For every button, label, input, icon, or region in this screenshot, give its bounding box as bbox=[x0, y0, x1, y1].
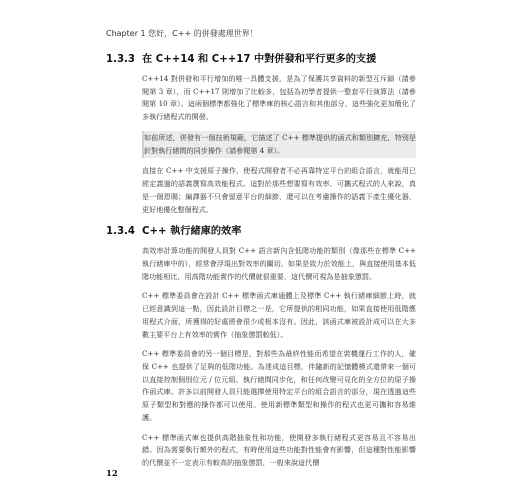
body-paragraph: 高效率計算功能的開發人員對 C++ 語言新內含低階功能的類別（像那些在標準 C++ 執行緒庫中的），經常會浮現出對效率的關切。如果是致力於效能上，與直接使用基本低階功能相比，用高階功能實作的代價就很重要，這代價可視為是抽象懲罰。 bbox=[142, 246, 416, 281]
body-paragraph: C++ 標準委員會在設計 C++ 標準函式庫通體上及標準 C++ 執行緒庫細節上時，就已經意識到這一點，因此設計目標之一是，它所提供的相同功能，如果直接使用低階應用程式介面，所獲得的好處將會很少或根本沒有。因此，該函式庫被設計成可以在大多數主要平台上有效率的實作（抽象懲罰較低）。 bbox=[142, 291, 416, 339]
body-paragraph: C++ 標準委員會的另一個目標是，對那些為最終性能而希望在裝機運行工作的人，確保 C++ 也提供了足夠的低階功能。為達成這目標，伴隨新的記憶體模式還帶來一個可以直接控制個別位元 / 位元組、執行緒間同步化，和任何改變可見化的全方位的原子操作函式庫。許多以前開發人員只能選擇使用特定平台的組合語言的部分，現在透過這些原子類型和對應的操作都可以使用。使用新標準類型和操作的程式也更可攜和容易維護。 bbox=[142, 349, 416, 422]
page-number: 12 bbox=[106, 469, 118, 479]
section-number: 1.3.3 bbox=[106, 54, 136, 65]
section-heading bbox=[106, 50, 416, 65]
body-paragraph: C++ 標準函式庫也提供高階抽象性和功能，使開發多執行緒程式更容易且不容易出錯。因為需要執行額外的程式，有時使用這些功能對性能會有影響，但這種對性能影響的代價並不一定表示有較高的抽象懲罰，一般來說這代價 bbox=[142, 432, 416, 468]
page-body bbox=[106, 48, 416, 476]
body-paragraph: 直接在 C++ 中支援原子操作，使程式開發者不必再靠特定平台的組合語言，就能用已經定義過的語義撰寫高效能程式。這對於那些想要寫有效率、可攜式程式的人來說，真是一個恩賜；編譯器不只會留意平台的細節，還可以在考慮操作的語義下產生優化器，更好地優化整個程式。 bbox=[142, 166, 416, 214]
body-paragraph: C++14 對併發和平行增加的唯一具體支援，是為了保護共享資料的新型互斥鎖（請參閱第 3 章），而 C++17 則增加了比較多，包括為初學者提供一整套平行演算法（請參閱第 10 章）。這兩個標準都強化了標準庫的核心語言和其他部分，這些強化更加簡化了多執行緒程式的開發。 bbox=[142, 74, 416, 122]
running-header: Chapter 1 您好，C++ 的併發處理世界！ bbox=[106, 29, 258, 38]
section-title-text: C++ 執行緒庫的效率 bbox=[142, 226, 242, 238]
note-paragraph: 如前所述，併發有一個技術規範，它描述了 C++ 標準提供的函式和類別擴充，特別是針對執行緒間的同步操作（請參閱第 4 章）。 bbox=[142, 131, 416, 158]
section-title-text: 在 C++14 和 C++17 中對併發和平行更多的支援 bbox=[142, 54, 377, 65]
section-heading bbox=[106, 222, 416, 237]
section-number: 1.3.4 bbox=[106, 226, 136, 238]
